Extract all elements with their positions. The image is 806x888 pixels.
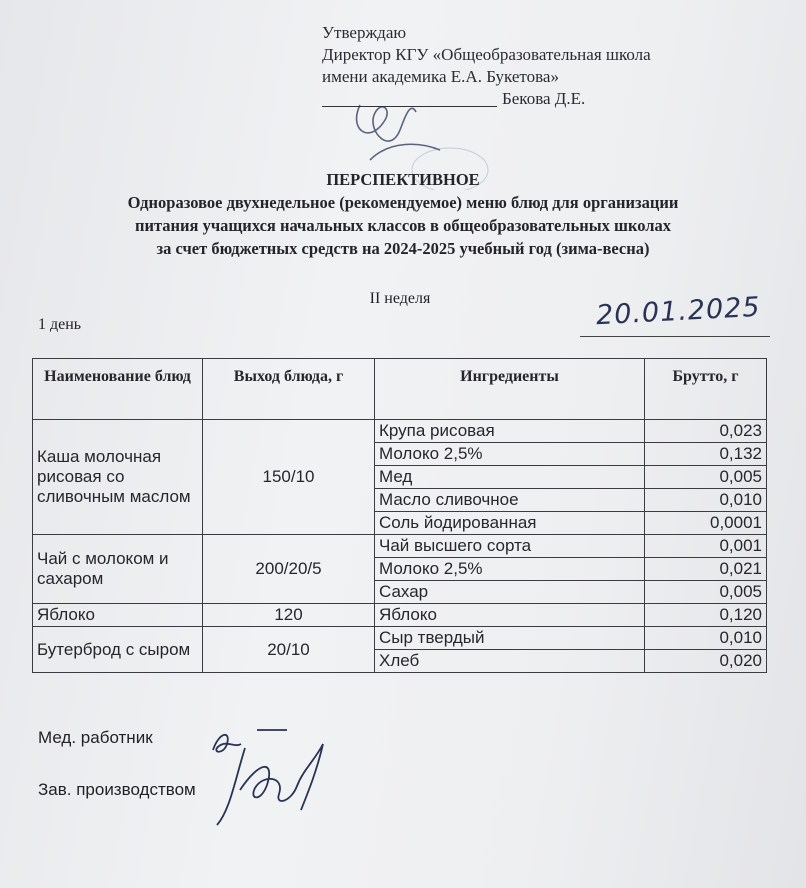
gross-cell: 0,005 [645, 581, 767, 604]
title-line-2: Одноразовое двухнедельное (рекомендуемое) меню блюд для организации [127, 193, 679, 212]
approval-signer: Бекова Д.Е. [322, 88, 792, 110]
menu-table [32, 358, 767, 673]
title-line-4: за счет бюджетных средств на 2024-2025 учебный год (зима-весна) [156, 239, 650, 258]
handwritten-date: 20.01.2025 [595, 291, 762, 332]
dish-cell: Чай с молоком и сахаром [33, 535, 203, 604]
ingredient-cell: Мед [375, 466, 645, 489]
output-cell: 20/10 [203, 627, 375, 673]
ingredient-cell: Чай высшего сорта [375, 535, 645, 558]
day-label: 1 день [38, 316, 82, 333]
ingredient-cell: Молоко 2,5% [375, 443, 645, 466]
medic-label: Мед. работник [38, 728, 153, 747]
output-cell: 200/20/5 [203, 535, 375, 604]
dish-cell: Яблоко [33, 604, 203, 627]
header-gross: Брутто, г [645, 359, 767, 420]
ingredient-cell: Хлеб [375, 650, 645, 673]
gross-cell: 0,021 [645, 558, 767, 581]
document-title [20, 168, 786, 260]
ingredient-cell: Соль йодированная [375, 512, 645, 535]
date-underline [580, 336, 770, 337]
table-row [33, 420, 767, 443]
gross-cell: 0,020 [645, 650, 767, 673]
gross-cell: 0,010 [645, 489, 767, 512]
gross-cell: 0,005 [645, 466, 767, 489]
week-label: II неделя [369, 290, 431, 307]
gross-cell: 0,001 [645, 535, 767, 558]
header-ingredients: Ингредиенты [375, 359, 645, 420]
table-row [33, 604, 767, 627]
dish-cell: Бутерброд с сыром [33, 627, 203, 673]
gross-cell: 0,023 [645, 420, 767, 443]
manager-label: Зав. производством [38, 780, 196, 799]
ingredient-cell: Молоко 2,5% [375, 558, 645, 581]
ingredient-cell: Масло сливочное [375, 489, 645, 512]
gross-cell: 0,0001 [645, 512, 767, 535]
ingredient-cell: Сыр твердый [375, 627, 645, 650]
table-row [33, 535, 767, 558]
output-cell: 150/10 [203, 420, 375, 535]
ingredient-cell: Крупа рисовая [375, 420, 645, 443]
title-line-3: питания учащихся начальных классов в общеобразовательных школах [134, 216, 672, 235]
header-output: Выход блюда, г [203, 359, 375, 420]
manager-signature [205, 730, 335, 830]
approval-heading: Утверждаю [322, 23, 407, 42]
output-cell: 120 [203, 604, 375, 627]
ingredient-cell: Яблоко [375, 604, 645, 627]
approval-school-line: имени академика Е.А. Букетова» [322, 67, 559, 86]
gross-cell: 0,120 [645, 604, 767, 627]
approval-director-line: Директор КГУ «Общеобразовательная школа [322, 45, 651, 64]
gross-cell: 0,010 [645, 627, 767, 650]
ingredient-cell: Сахар [375, 581, 645, 604]
gross-cell: 0,132 [645, 443, 767, 466]
table-row [33, 627, 767, 650]
table-header-row [33, 359, 767, 420]
header-dish: Наименование блюд [33, 359, 203, 420]
dish-cell: Каша молочная рисовая со сливочным маслом [33, 420, 203, 535]
title-main: ПЕРСПЕКТИВНОЕ [326, 170, 480, 189]
